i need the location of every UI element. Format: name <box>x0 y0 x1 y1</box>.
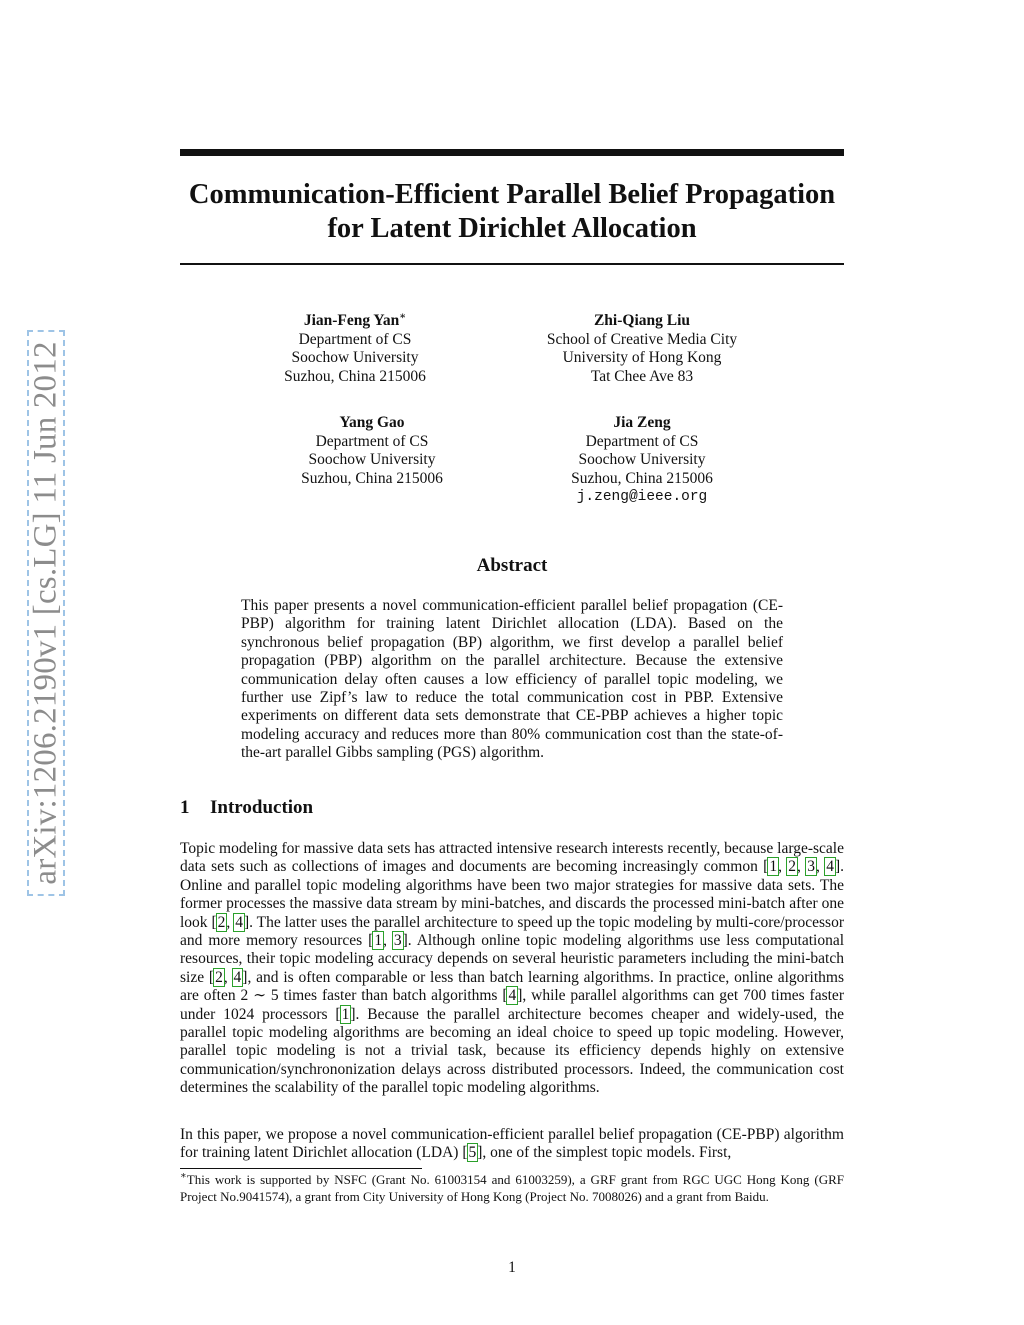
author-name: Jian-Feng Yan∗ <box>303 310 407 329</box>
author-block <box>215 312 495 386</box>
author-affiliation-line: School of Creative Media City <box>546 330 738 348</box>
citation-link[interactable]: 4 <box>235 913 243 931</box>
citation-link[interactable]: 5 <box>468 1144 477 1162</box>
author-name: Zhi-Qiang Liu <box>593 312 691 329</box>
footnote <box>180 1172 844 1205</box>
intro-paragraph-1: Topic modeling for massive data sets has attracted intensive research interests recently, because large-scale data sets such as collections of images and documents are becoming increasingly common [1, 2, 3, 4]. Online and parallel topic modeling algorithms have been two major strategies for massive data sets. The former processes the massive data stream by mini-batches, and discards the processed mini-batch after one look [2, 4]. The latter uses the parallel architecture to speed up the topic modeling by multi-core/processor and more memory resources [1, 3]. Although online topic modeling algorithms use less computational resources, their topic modeling accuracy depends on several heuristic parameters including the mini-batch size [2, 4], and is often comparable or less than batch learning algorithms. In practice, online algorithms are often 2 ∼ 5 times faster than batch algorithms [4], while parallel algorithms can get 700 times faster under 1024 processors [1]. Because the parallel architecture becomes cheaper and widely-used, the parallel topic modeling algorithms are becoming an ideal choice to speed up topic modeling. However, parallel topic modeling is not a trivial task, because its efficiency depends highly on extensive communication/synchrononization delays across distributed processors. Indeed, the communication cost determines the scalability of the parallel topic modeling algorithms. <box>180 840 845 1097</box>
paper-title <box>180 178 844 246</box>
citation-link[interactable]: 4 <box>233 968 242 986</box>
title-line-1: Communication-Efficient Parallel Belief Propagation <box>188 179 836 210</box>
citation-link[interactable]: 1 <box>341 1005 350 1023</box>
author-affiliation-line: Department of CS <box>585 432 699 450</box>
author-block <box>502 414 782 507</box>
intro-paragraph-2: In this paper, we propose a novel communication-efficient parallel belief propagation (CE-PBP) algorithm for training latent Dirichlet allocation (LDA) [5], one of the simplest topic models. First, <box>180 1126 844 1162</box>
footnote-mark: ∗ <box>180 1170 187 1182</box>
author-affiliation-line: University of Hong Kong <box>562 349 722 366</box>
author-name: Jia Zeng <box>613 414 671 431</box>
section-number: 1 <box>180 797 190 818</box>
title-bottom-rule <box>180 263 844 265</box>
author-block <box>232 414 512 488</box>
author-affiliation-line: Soochow University <box>578 451 706 468</box>
citation-link[interactable]: 2 <box>788 858 797 876</box>
section-heading <box>180 797 844 819</box>
author-affiliation-line: Soochow University <box>291 349 419 366</box>
citation-link[interactable]: 3 <box>807 858 815 876</box>
author-affiliation-line: Suzhou, China 215006 <box>284 367 426 385</box>
abstract-heading: Abstract <box>476 555 548 576</box>
author-affiliation-line: Tat Chee Ave 83 <box>590 367 694 385</box>
footnote-text: This work is supported by NSFC (Grant No. 61003154 and 61003259), a GRF grant from RGC UGC Hong Kong (GRF Project No.9041574), a grant from City University of Hong Kong (Project No. 7008026) and a grant from Baidu. <box>180 1172 844 1204</box>
arxiv-stamp[interactable]: arXiv:1206.2190v1 [cs.LG] 11 Jun 2012 <box>27 341 64 885</box>
author-affiliation-line: Suzhou, China 215006 <box>301 469 443 487</box>
title-line-2: for Latent Dirichlet Allocation <box>327 213 697 244</box>
author-affiliation-line: Suzhou, China 215006 <box>571 469 713 487</box>
page-number: 1 <box>508 1259 516 1276</box>
citation-link[interactable]: 4 <box>826 858 834 876</box>
author-affiliation-line: Department of CS <box>298 330 412 348</box>
footnote-rule <box>180 1168 422 1169</box>
footnote-marker[interactable]: ∗ <box>399 310 407 322</box>
citation-link[interactable]: 3 <box>393 932 402 950</box>
author-affiliation-line: Soochow University <box>308 451 436 468</box>
title-top-rule <box>180 149 844 156</box>
author-name: Yang Gao <box>339 414 405 431</box>
citation-link[interactable]: 2 <box>215 968 223 986</box>
abstract-text: This paper presents a novel communication-efficient parallel belief propagation (CE-PBP) algorithm for training latent Dirichlet allocation (LDA). Based on the synchronous belief propagation (BP) algorithm, we first develop a parallel belief propagation (PBP) algorithm on the parallel architecture. Because the extensive communication delay often causes a low efficiency of parallel topic modeling, we further use Zipf’s law to reduce the total communication cost in PBP. Extensive experiments on different data sets demonstrate that CE-PBP achieves a higher topic modeling accuracy and reduces more than 80% communication cost than the state-of-the-art parallel Gibbs sampling (PGS) algorithm. <box>241 597 783 762</box>
citation-link[interactable]: 2 <box>217 913 226 931</box>
citation-link[interactable]: 1 <box>769 858 778 876</box>
section-title: Introduction <box>210 797 314 818</box>
author-block <box>502 312 782 386</box>
citation-link[interactable]: 4 <box>508 987 517 1005</box>
author-email-link[interactable]: j.zeng@ieee.org <box>576 489 708 505</box>
author-affiliation-line: Department of CS <box>315 432 429 450</box>
citation-link[interactable]: 1 <box>374 932 383 950</box>
